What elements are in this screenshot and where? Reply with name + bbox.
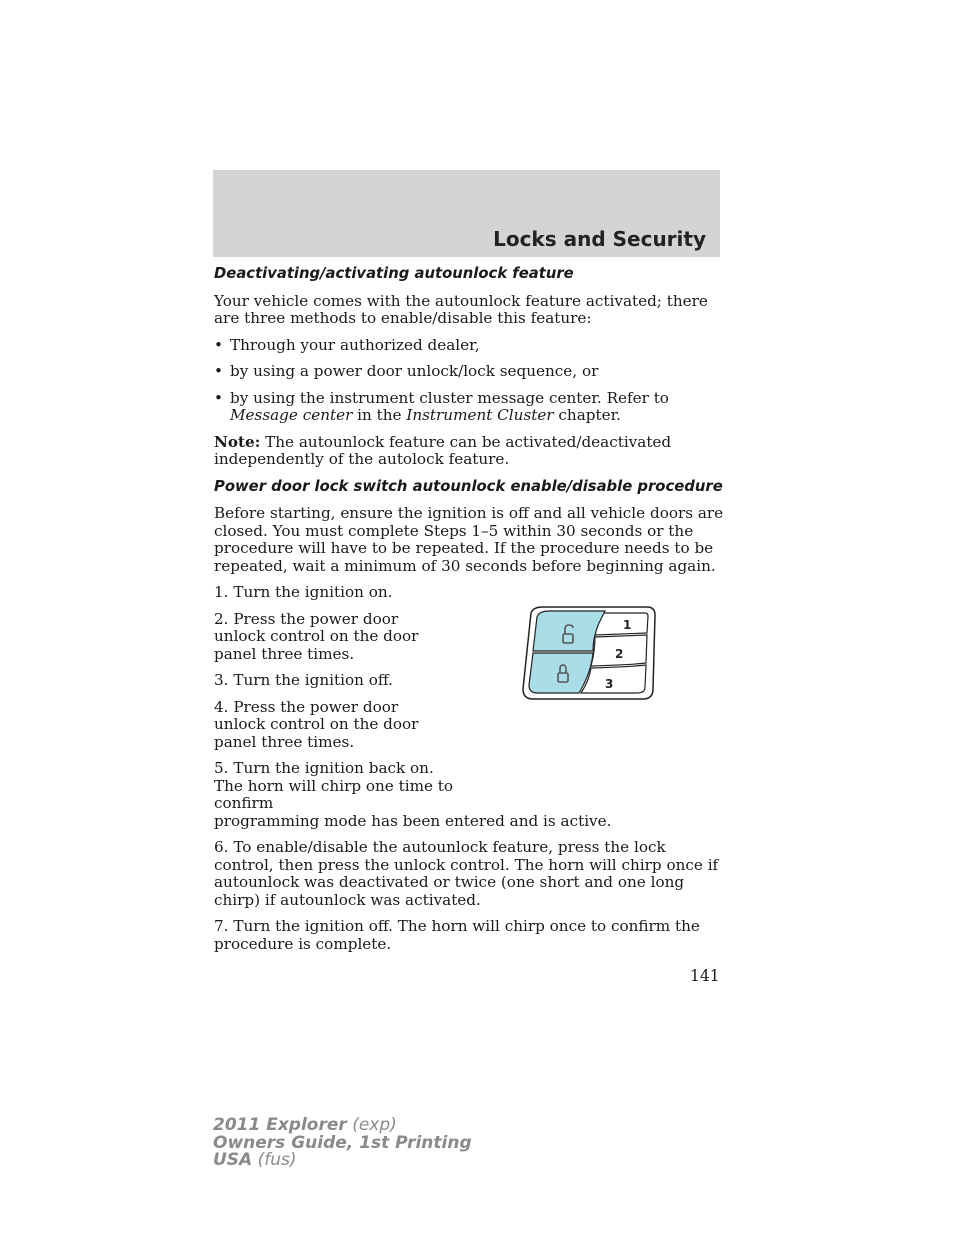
note: Note: The autounlock feature can be activated/deactivated independently of the autolock feature. bbox=[214, 432, 672, 468]
door-lock-switch-illustration bbox=[519, 603, 657, 703]
autounlock-intro: Your vehicle comes with the autounlock feature activated; there are three methods to enable/disable this feature: bbox=[214, 291, 708, 327]
methods-list bbox=[214, 337, 724, 425]
procedure-heading: Power door lock switch autounlock enable/disable procedure bbox=[214, 477, 723, 495]
section-title: Locks and Security bbox=[493, 227, 706, 251]
page-number: 141 bbox=[690, 967, 720, 985]
section-header-band bbox=[213, 170, 720, 257]
step-7: 7. Turn the ignition off. The horn will chirp once to confirm the procedure is complete. bbox=[214, 917, 700, 953]
step-2: 2. Press the power door unlock control on the door panel three times. bbox=[214, 609, 419, 663]
step-6: 6. To enable/disable the autounlock feature, press the lock control, then press the unlock control. The horn will chirp once if autounlock was deactivated or twice (one short and one long chirp) if autounlock was activated. bbox=[214, 838, 719, 909]
step-5: 5. Turn the ignition back on. The horn will chirp one time to confirm programming mode has been entered and is active. bbox=[214, 759, 612, 830]
footer bbox=[213, 1117, 472, 1170]
footer-line-3: USA (fus) bbox=[213, 1150, 297, 1170]
memory-button-1-label: 1 bbox=[623, 618, 632, 632]
note-label: Note: bbox=[214, 432, 261, 451]
procedure-intro: Before starting, ensure the ignition is off and all vehicle doors are closed. You must complete Steps 1–5 within 30 seconds or the procedure will have to be repeated. If the procedure needs to be repeated, wait a minimum of 30 seconds before beginning again. bbox=[214, 504, 724, 575]
memory-button-2-label: 2 bbox=[615, 647, 624, 661]
list-item: • by using the instrument cluster message center. Refer to Message center in the Instrument Cluster chapter. bbox=[214, 388, 669, 424]
bullet-icon: • bbox=[214, 388, 223, 407]
step-1: 1. Turn the ignition on. bbox=[214, 583, 393, 601]
chapter-ref-instrument-cluster: Instrument Cluster bbox=[406, 406, 554, 424]
step-3: 3. Turn the ignition off. bbox=[214, 671, 393, 689]
memory-button-3-label: 3 bbox=[605, 677, 614, 691]
memory-button-3-shape bbox=[581, 665, 646, 693]
bullet-icon: • bbox=[214, 362, 223, 380]
step-4: 4. Press the power door unlock control on the door panel three times. bbox=[214, 697, 419, 751]
bullet-icon: • bbox=[214, 335, 223, 354]
footer-line-1: 2011 Explorer (exp) bbox=[213, 1115, 397, 1135]
footer-line-2: Owners Guide, 1st Printing bbox=[213, 1132, 472, 1153]
list-item: • by using a power door unlock/lock sequence, or bbox=[214, 362, 599, 380]
chapter-ref-message-center: Message center bbox=[230, 406, 353, 424]
autounlock-heading: Deactivating/activating autounlock feature bbox=[214, 265, 574, 282]
list-item: • Through your authorized dealer, bbox=[214, 335, 480, 354]
